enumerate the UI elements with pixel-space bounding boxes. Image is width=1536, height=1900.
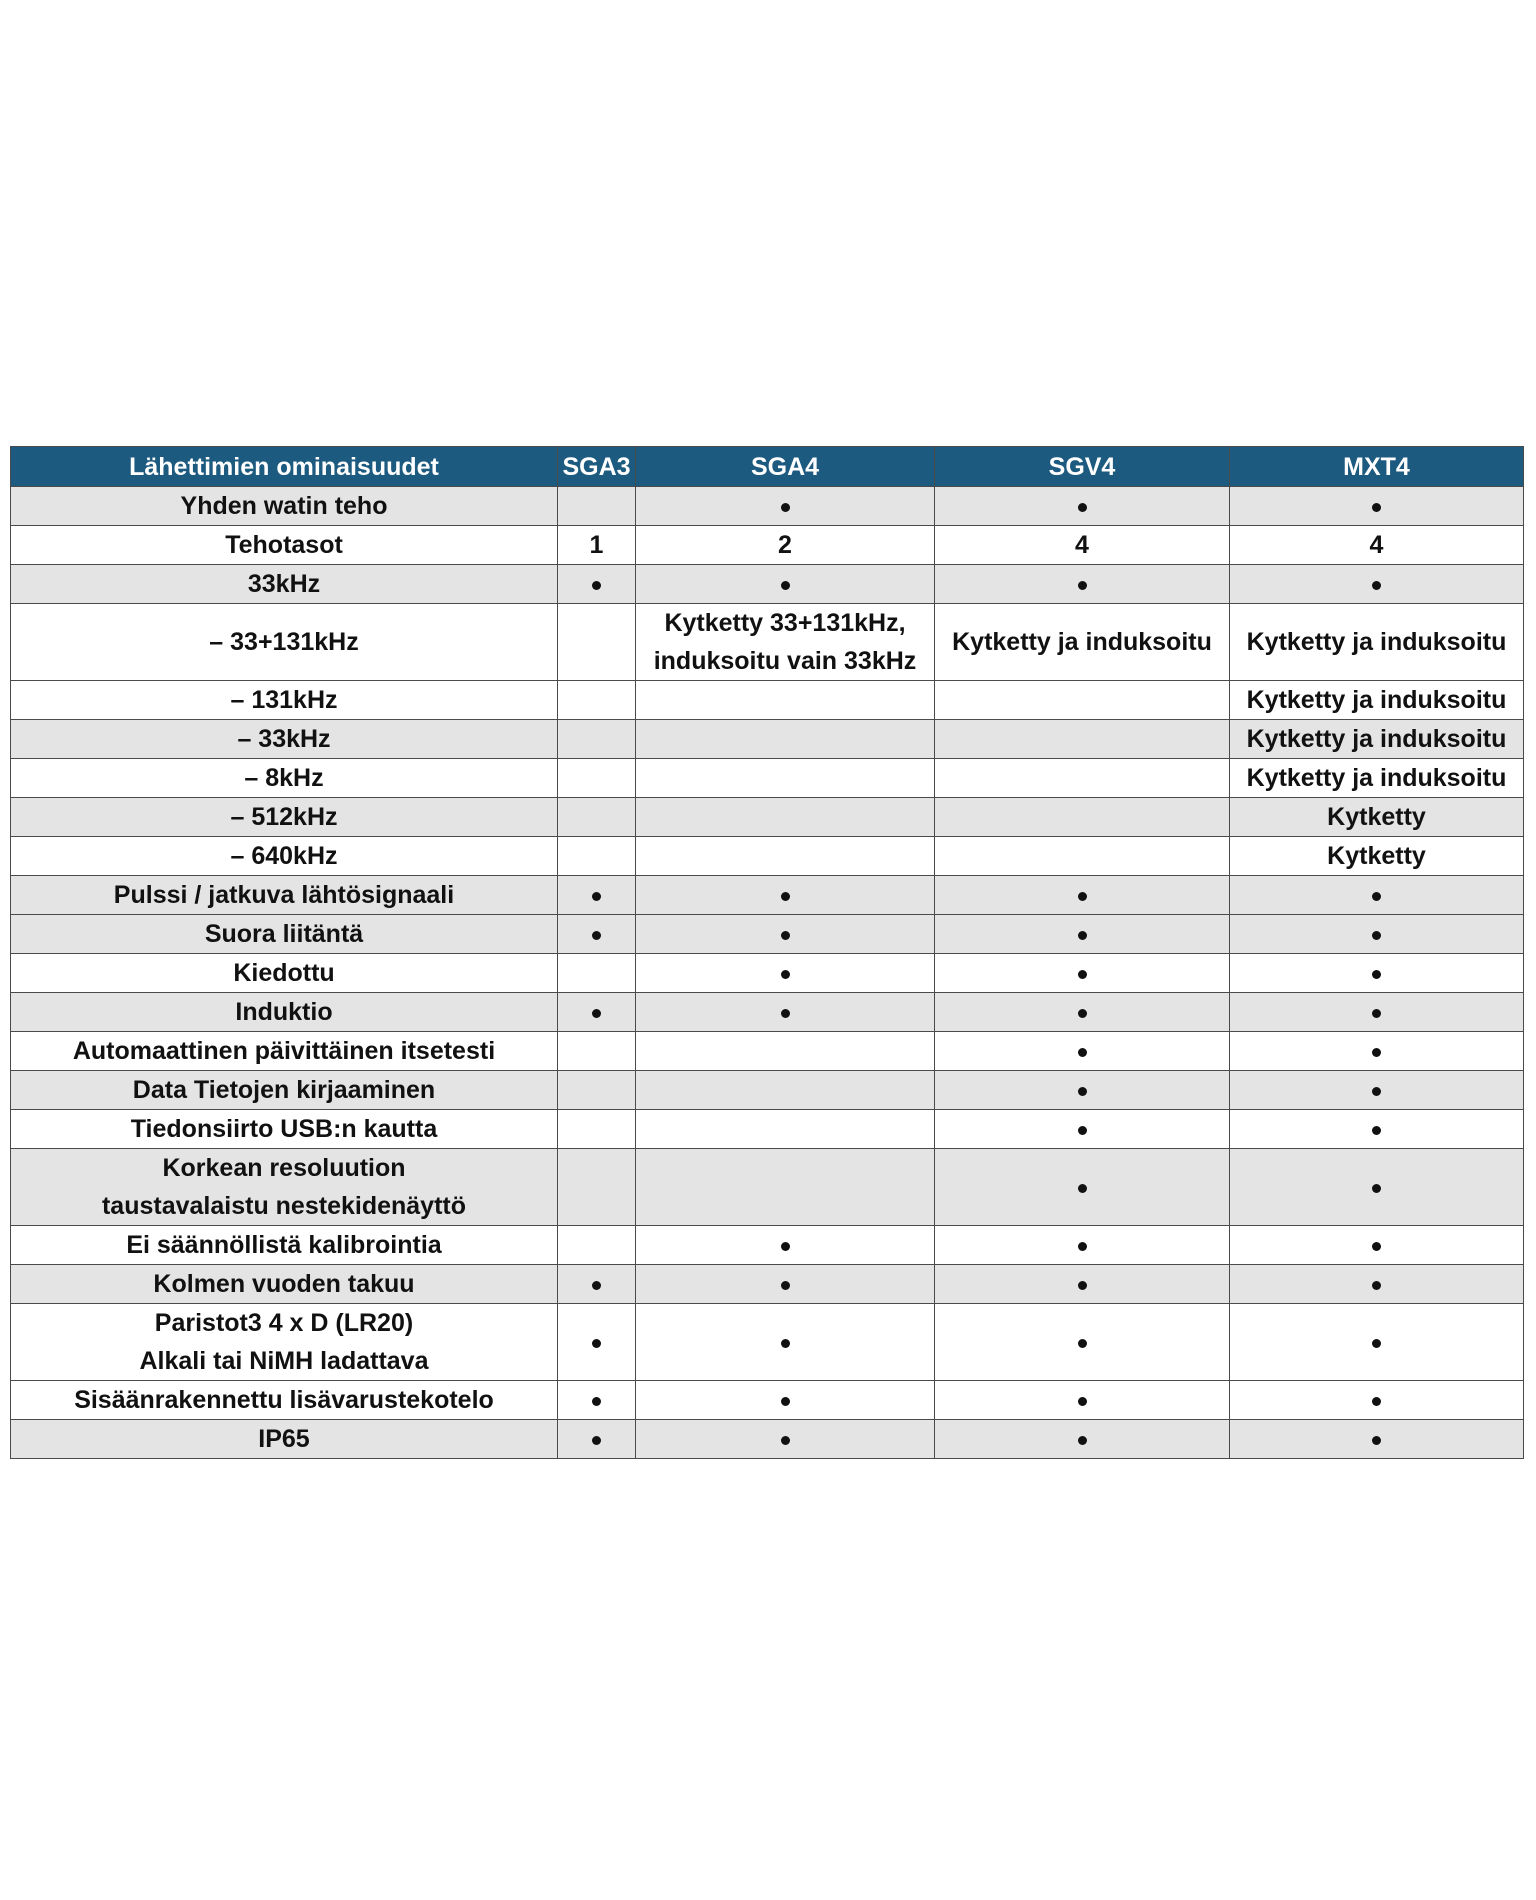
- value-cell-sgv4: [935, 1420, 1230, 1459]
- table-row: [11, 1110, 1524, 1149]
- table-row: [11, 1226, 1524, 1265]
- feature-cell: [11, 1032, 558, 1071]
- table-row: [11, 1032, 1524, 1071]
- value-cell-mxt4: [1230, 1032, 1524, 1071]
- feature-cell: [11, 720, 558, 759]
- value-cell-sgv4: [935, 1304, 1230, 1381]
- value-cell-sga3: [558, 954, 636, 993]
- value-cell-sga4: [636, 1420, 935, 1459]
- value-cell-sga3: [558, 798, 636, 837]
- value-cell-sga3: [558, 1420, 636, 1459]
- value-text: Kytketty 33+131kHz, induksoitu vain 33kHz: [653, 609, 917, 675]
- feature-label: Pulssi / jatkuva lähtösignaali: [113, 881, 455, 909]
- feature-cell: [11, 1149, 558, 1226]
- value-cell-sgv4: [935, 604, 1230, 681]
- value-cell-sga3: [558, 915, 636, 954]
- value-cell-sga4: [636, 759, 935, 798]
- value-cell-sga4: [636, 1032, 935, 1071]
- value-cell-mxt4: [1230, 1110, 1524, 1149]
- table-row: [11, 720, 1524, 759]
- value-cell-sga4: [636, 487, 935, 526]
- bullet-icon: [1078, 1184, 1087, 1193]
- header-model-sga3: SGA3: [558, 447, 636, 487]
- value-text: Kytketty ja induksoitu: [1246, 686, 1507, 714]
- value-cell-mxt4: [1230, 837, 1524, 876]
- value-text: Kytketty ja induksoitu: [1246, 764, 1507, 792]
- value-cell-sgv4: [935, 720, 1230, 759]
- value-cell-mxt4: [1230, 681, 1524, 720]
- value-cell-sga4: [636, 915, 935, 954]
- value-cell-sgv4: [935, 1381, 1230, 1420]
- value-cell-sga3: [558, 1032, 636, 1071]
- feature-cell: [11, 915, 558, 954]
- value-text: Kytketty: [1327, 842, 1426, 870]
- feature-cell: [11, 876, 558, 915]
- value-cell-sga4: [636, 565, 935, 604]
- bullet-icon: [1078, 1087, 1087, 1096]
- table-row: [11, 954, 1524, 993]
- table-row: [11, 759, 1524, 798]
- value-cell-sga3: [558, 565, 636, 604]
- feature-label: Automaattinen päivittäinen itsetesti: [72, 1037, 496, 1065]
- feature-cell: [11, 604, 558, 681]
- feature-label: Kolmen vuoden takuu: [153, 1270, 415, 1298]
- value-text: Kytketty ja induksoitu: [1246, 725, 1507, 753]
- value-cell-sga4: [636, 681, 935, 720]
- table-row: [11, 526, 1524, 565]
- bullet-icon: [1078, 892, 1087, 901]
- bullet-icon: [592, 1009, 601, 1018]
- feature-label: Suora liitäntä: [204, 920, 364, 948]
- bullet-icon: [1372, 1184, 1381, 1193]
- bullet-icon: [592, 1339, 601, 1348]
- feature-label: – 33kHz: [237, 725, 331, 753]
- feature-label: IP65: [258, 1425, 310, 1453]
- value-cell-sga3: [558, 837, 636, 876]
- bullet-icon: [592, 1281, 601, 1290]
- value-cell-sgv4: [935, 954, 1230, 993]
- value-cell-sgv4: [935, 526, 1230, 565]
- feature-label: – 8kHz: [244, 764, 324, 792]
- bullet-icon: [592, 931, 601, 940]
- value-cell-sgv4: [935, 993, 1230, 1032]
- value-cell-sga4: [636, 1265, 935, 1304]
- value-cell-sga4: [636, 876, 935, 915]
- value-cell-sgv4: [935, 1071, 1230, 1110]
- value-cell-sgv4: [935, 1265, 1230, 1304]
- value-text: 2: [778, 531, 792, 559]
- table-row: [11, 681, 1524, 720]
- value-cell-mxt4: [1230, 876, 1524, 915]
- value-cell-sga3: [558, 681, 636, 720]
- bullet-icon: [1078, 503, 1087, 512]
- value-cell-sga3: [558, 1381, 636, 1420]
- feature-label: Alkali tai NiMH ladattava: [139, 1347, 429, 1375]
- bullet-icon: [1372, 970, 1381, 979]
- feature-label: – 640kHz: [230, 842, 338, 870]
- feature-cell: [11, 681, 558, 720]
- feature-label: Tiedonsiirto USB:n kautta: [130, 1115, 438, 1143]
- header-row: [11, 447, 1524, 487]
- feature-label: – 131kHz: [230, 686, 338, 714]
- value-cell-sga4: [636, 837, 935, 876]
- table-row: [11, 1381, 1524, 1420]
- value-cell-sga4: [636, 1381, 935, 1420]
- bullet-icon: [1372, 581, 1381, 590]
- value-cell-sgv4: [935, 798, 1230, 837]
- table-row: [11, 876, 1524, 915]
- value-cell-sgv4: [935, 487, 1230, 526]
- value-cell-sgv4: [935, 1032, 1230, 1071]
- table-row: [11, 798, 1524, 837]
- table-row: [11, 993, 1524, 1032]
- bullet-icon: [1372, 503, 1381, 512]
- value-cell-sga3: [558, 1226, 636, 1265]
- bullet-icon: [1372, 1397, 1381, 1406]
- table-row: [11, 915, 1524, 954]
- feature-label: Yhden watin teho: [180, 492, 388, 520]
- bullet-icon: [781, 1397, 790, 1406]
- bullet-icon: [1372, 1339, 1381, 1348]
- table-body: [11, 487, 1524, 1459]
- bullet-icon: [592, 1436, 601, 1445]
- value-cell-sga3: [558, 720, 636, 759]
- value-cell-mxt4: [1230, 1149, 1524, 1226]
- bullet-icon: [781, 581, 790, 590]
- value-cell-sgv4: [935, 915, 1230, 954]
- value-text: Kytketty: [1327, 803, 1426, 831]
- value-cell-sga3: [558, 604, 636, 681]
- value-cell-sga3: [558, 1304, 636, 1381]
- feature-cell: [11, 526, 558, 565]
- feature-cell: [11, 1110, 558, 1149]
- bullet-icon: [781, 1009, 790, 1018]
- value-cell-mxt4: [1230, 1071, 1524, 1110]
- value-cell-sga4: [636, 1226, 935, 1265]
- bullet-icon: [1372, 1436, 1381, 1445]
- bullet-icon: [1372, 931, 1381, 940]
- value-cell-sgv4: [935, 837, 1230, 876]
- value-cell-mxt4: [1230, 954, 1524, 993]
- bullet-icon: [1078, 581, 1087, 590]
- table-row: [11, 1071, 1524, 1110]
- table-row: [11, 565, 1524, 604]
- bullet-icon: [1372, 1126, 1381, 1135]
- value-cell-mxt4: [1230, 565, 1524, 604]
- feature-label: Kiedottu: [233, 959, 335, 987]
- feature-label: 33kHz: [247, 570, 321, 598]
- feature-cell: [11, 1381, 558, 1420]
- feature-cell: [11, 759, 558, 798]
- bullet-icon: [781, 970, 790, 979]
- value-cell-mxt4: [1230, 1420, 1524, 1459]
- bullet-icon: [1372, 1281, 1381, 1290]
- feature-cell: [11, 1304, 558, 1381]
- bullet-icon: [1078, 1281, 1087, 1290]
- value-cell-mxt4: [1230, 1265, 1524, 1304]
- bullet-icon: [1078, 1242, 1087, 1251]
- features-comparison-table: [10, 446, 1524, 1459]
- feature-cell: [11, 954, 558, 993]
- bullet-icon: [1078, 970, 1087, 979]
- value-cell-sga3: [558, 993, 636, 1032]
- table-row: [11, 1304, 1524, 1381]
- value-cell-sgv4: [935, 681, 1230, 720]
- bullet-icon: [781, 1281, 790, 1290]
- feature-label: – 512kHz: [230, 803, 338, 831]
- feature-cell: [11, 1420, 558, 1459]
- table-row: [11, 1420, 1524, 1459]
- header-model-mxt4: MXT4: [1230, 447, 1524, 487]
- value-text: 4: [1369, 531, 1384, 559]
- feature-cell: [11, 798, 558, 837]
- feature-label: Tehotasot: [225, 531, 343, 559]
- table-row: [11, 1149, 1524, 1226]
- bullet-icon: [1078, 1339, 1087, 1348]
- value-text: Kytketty ja induksoitu: [952, 628, 1212, 656]
- table-row: [11, 487, 1524, 526]
- feature-label: Ei säännöllistä kalibrointia: [126, 1231, 442, 1259]
- bullet-icon: [1372, 1048, 1381, 1057]
- value-cell-mxt4: [1230, 1304, 1524, 1381]
- value-cell-sga3: [558, 759, 636, 798]
- bullet-icon: [1372, 1009, 1381, 1018]
- value-cell-mxt4: [1230, 1226, 1524, 1265]
- value-cell-mxt4: [1230, 759, 1524, 798]
- header-feature: Lähettimien ominaisuudet: [11, 447, 558, 487]
- value-cell-mxt4: [1230, 798, 1524, 837]
- value-text: Kytketty ja induksoitu: [1246, 628, 1507, 656]
- value-cell-sga4: [636, 1110, 935, 1149]
- value-cell-mxt4: [1230, 604, 1524, 681]
- value-cell-sgv4: [935, 759, 1230, 798]
- bullet-icon: [1078, 1436, 1087, 1445]
- feature-cell: [11, 1226, 558, 1265]
- bullet-icon: [592, 1397, 601, 1406]
- bullet-icon: [592, 581, 601, 590]
- bullet-icon: [1372, 1087, 1381, 1096]
- feature-label: Data Tietojen kirjaaminen: [132, 1076, 436, 1104]
- table-header: [11, 447, 1524, 487]
- value-cell-sga3: [558, 487, 636, 526]
- value-cell-sga3: [558, 1110, 636, 1149]
- feature-label: taustavalaistu nestekidenäyttö: [101, 1192, 466, 1220]
- table-row: [11, 1265, 1524, 1304]
- value-cell-sga3: [558, 526, 636, 565]
- bullet-icon: [781, 931, 790, 940]
- bullet-icon: [781, 1436, 790, 1445]
- bullet-icon: [1078, 1397, 1087, 1406]
- feature-cell: [11, 565, 558, 604]
- value-cell-sga3: [558, 1265, 636, 1304]
- value-cell-mxt4: [1230, 720, 1524, 759]
- bullet-icon: [1372, 1242, 1381, 1251]
- feature-cell: [11, 1265, 558, 1304]
- value-cell-sga4: [636, 1149, 935, 1226]
- bullet-icon: [1372, 892, 1381, 901]
- bullet-icon: [781, 503, 790, 512]
- feature-cell: [11, 993, 558, 1032]
- feature-label: Korkean resoluution: [162, 1154, 406, 1182]
- feature-label: Sisäänrakennettu lisävarustekotelo: [74, 1386, 494, 1414]
- value-cell-sga4: [636, 604, 935, 681]
- feature-label: Paristot3 4 x D (LR20): [154, 1309, 414, 1337]
- value-cell-sga4: [636, 1304, 935, 1381]
- value-cell-mxt4: [1230, 993, 1524, 1032]
- value-text: 1: [589, 531, 604, 559]
- bullet-icon: [1078, 931, 1087, 940]
- value-cell-sgv4: [935, 1110, 1230, 1149]
- value-cell-sga4: [636, 526, 935, 565]
- value-cell-sga4: [636, 954, 935, 993]
- feature-cell: [11, 837, 558, 876]
- feature-label: Induktio: [235, 998, 333, 1026]
- value-cell-sga4: [636, 720, 935, 759]
- value-cell-sga4: [636, 1071, 935, 1110]
- value-cell-mxt4: [1230, 487, 1524, 526]
- feature-cell: [11, 1071, 558, 1110]
- value-cell-mxt4: [1230, 526, 1524, 565]
- value-cell-sga3: [558, 1071, 636, 1110]
- value-cell-sgv4: [935, 1226, 1230, 1265]
- value-cell-mxt4: [1230, 1381, 1524, 1420]
- value-cell-sga3: [558, 1149, 636, 1226]
- table-row: [11, 604, 1524, 681]
- table-row: [11, 837, 1524, 876]
- value-cell-sga3: [558, 876, 636, 915]
- bullet-icon: [781, 892, 790, 901]
- header-model-sgv4: SGV4: [935, 447, 1230, 487]
- value-cell-sgv4: [935, 1149, 1230, 1226]
- bullet-icon: [1078, 1048, 1087, 1057]
- value-cell-sga4: [636, 993, 935, 1032]
- value-cell-sga4: [636, 798, 935, 837]
- value-cell-sgv4: [935, 565, 1230, 604]
- header-model-sga4: SGA4: [636, 447, 935, 487]
- value-cell-mxt4: [1230, 915, 1524, 954]
- bullet-icon: [1078, 1009, 1087, 1018]
- feature-cell: [11, 487, 558, 526]
- bullet-icon: [592, 892, 601, 901]
- bullet-icon: [781, 1242, 790, 1251]
- bullet-icon: [781, 1339, 790, 1348]
- bullet-icon: [1078, 1126, 1087, 1135]
- value-cell-sgv4: [935, 876, 1230, 915]
- feature-label: – 33+131kHz: [209, 628, 359, 656]
- value-text: 4: [1075, 531, 1089, 559]
